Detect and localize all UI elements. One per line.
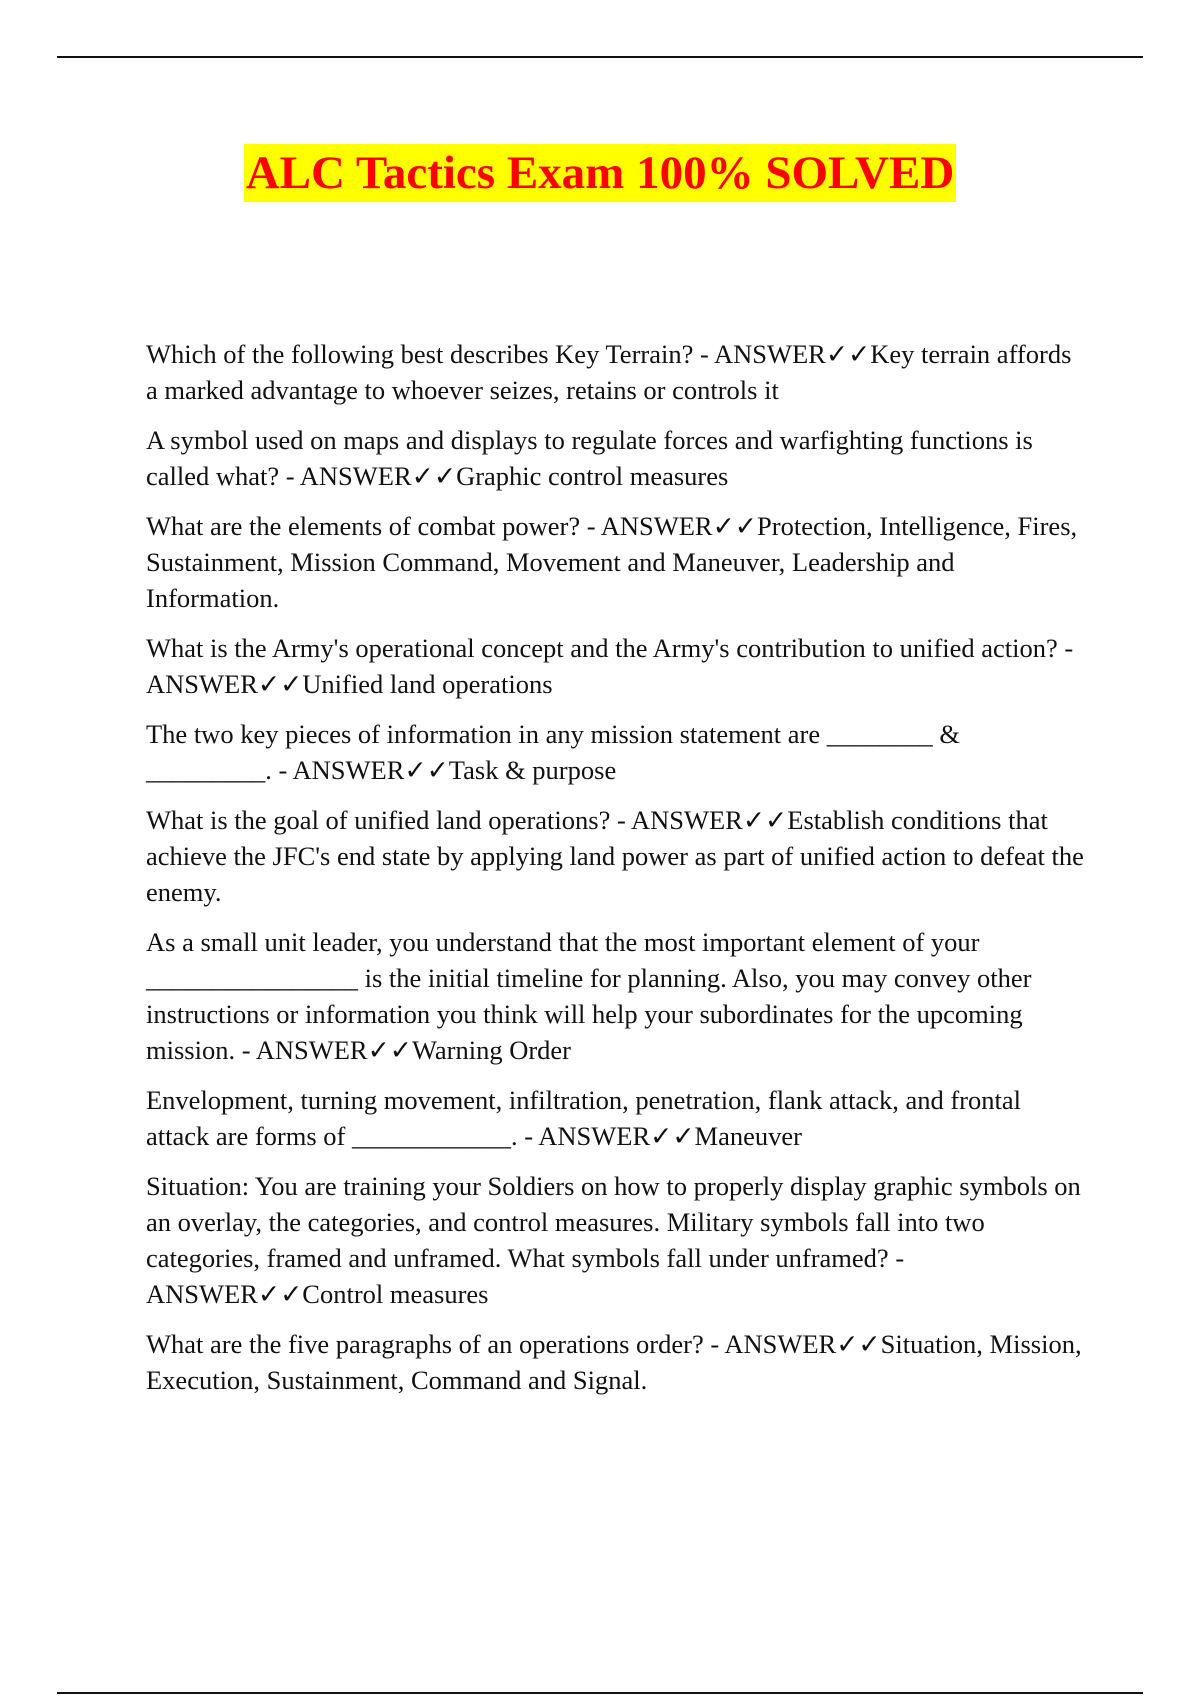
qa-item: What are the five paragraphs of an operations order? - ANSWER✓✓Situation, Mission, Execution, Sustainment, Command and Signal. [146, 1329, 1082, 1395]
qa-item: As a small unit leader, you understand that the most important element of your ________________ is the initial timeline for planning. Also, you may convey other instructions or information you think will help your subordinates for the upcoming mission. - ANSWER✓✓Warning Order [146, 927, 1032, 1065]
top-rule [57, 56, 1143, 58]
qa-item: Situation: You are training your Soldiers on how to properly display graphic symbols on an overlay, the categories, and control measures. Military symbols fall into two categories, framed and unframed. What symbols fall under unframed? - ANSWER✓✓Control measures [146, 1171, 1081, 1309]
qa-item: The two key pieces of information in any mission statement are ________ & _________. - ANSWER✓✓Task & purpose [146, 719, 960, 785]
qa-item: Which of the following best describes Key Terrain? - ANSWER✓✓Key terrain affords a marked advantage to whoever seizes, retains or controls it [146, 339, 1072, 405]
qa-item: What are the elements of combat power? - ANSWER✓✓Protection, Intelligence, Fires, Sustainment, Mission Command, Movement and Maneuver, Leadership and Information. [146, 511, 1078, 613]
qa-item: What is the Army's operational concept and the Army's contribution to unified action? - ANSWER✓✓Unified land operations [146, 633, 1074, 699]
title-block [0, 144, 1200, 202]
bottom-rule [57, 1692, 1143, 1694]
document-title: ALC Tactics Exam 100% SOLVED [244, 144, 957, 202]
qa-item: Envelopment, turning movement, infiltration, penetration, flank attack, and frontal attack are forms of ____________. - ANSWER✓✓Maneuver [146, 1085, 1021, 1151]
qa-item: What is the goal of unified land operations? - ANSWER✓✓Establish conditions that achieve the JFC's end state by applying land power as part of unified action to defeat the enemy. [146, 805, 1084, 907]
qa-item: A symbol used on maps and displays to regulate forces and warfighting functions is called what? - ANSWER✓✓Graphic control measures [146, 425, 1033, 491]
qa-list [146, 336, 1086, 1412]
